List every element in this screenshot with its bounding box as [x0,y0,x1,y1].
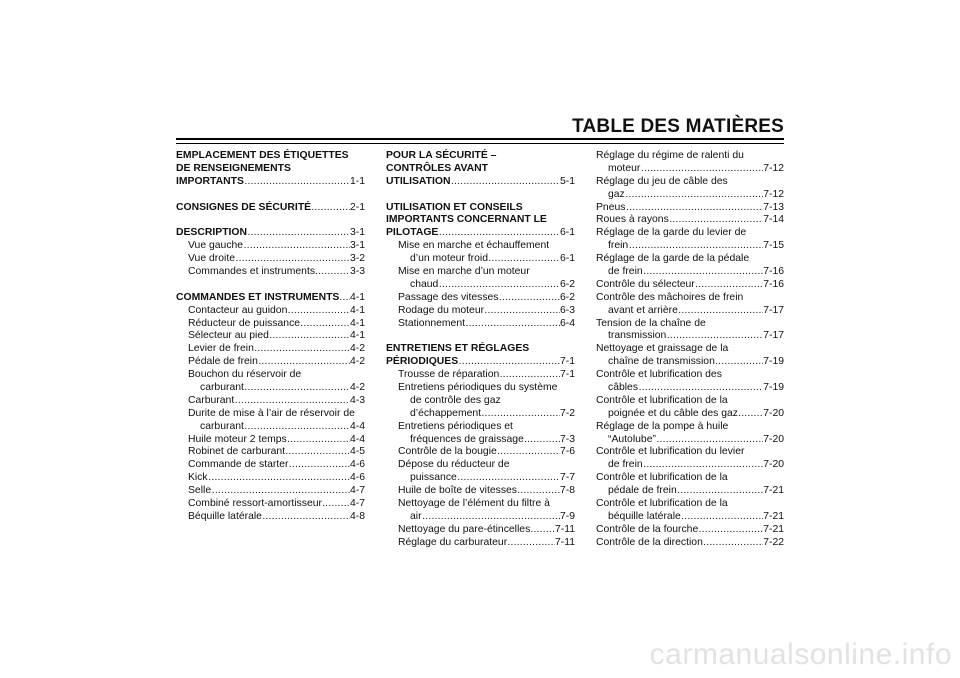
title-rule-thin [176,143,784,144]
toc-leader-dots [681,511,763,524]
toc-entry-title: Nettoyage du pare-étincelles [398,523,531,535]
toc-section-line [176,292,365,305]
toc-entry-title: gaz [608,188,625,200]
toc-column-3 [596,150,784,550]
toc-entry-line [176,485,365,498]
toc-page-number: 4-1 [349,291,365,303]
toc-entry-title: d’un moteur froid [410,253,488,265]
toc-page-number: 6-2 [559,291,575,303]
toc-page-number: 7-17 [763,330,784,342]
toc-entry-line [386,446,575,459]
toc-entry-title: Huile de boîte de vitesses [398,485,517,497]
toc-page-number: 7-11 [554,523,575,535]
toc-leader-dots [208,472,350,485]
toc-entry-title: chaud [410,278,439,290]
toc-entry-line [386,421,575,434]
toc-leader-dots [459,356,560,369]
toc-section-title: DE RENSEIGNEMENTS [176,162,291,174]
toc-entry-line [596,266,784,279]
toc-entry-line [176,369,365,382]
toc-page-number: 5-1 [559,175,575,187]
toc-leader-dots [530,524,555,537]
toc-entry-title: Bouchon du réservoir de [188,369,302,381]
toc-entry-line [596,434,784,447]
toc-page-number: 4-7 [349,498,365,510]
toc-section-line [176,202,365,215]
toc-leader-dots [269,330,350,343]
toc-entry-line [596,176,784,189]
toc-page-number: 3-1 [349,227,365,239]
toc-leader-dots [262,511,350,524]
toc-leader-dots [517,485,560,498]
toc-entry-line [176,253,365,266]
toc-entry-title: Selle [188,485,212,497]
toc-entry-title: Vue droite [188,253,235,265]
toc-entry-line [176,395,365,408]
toc-leader-dots [235,395,350,408]
toc-leader-dots [451,176,560,189]
toc-entry-title: Contrôle de la bougie [398,446,497,458]
toc-leader-dots [497,446,560,459]
toc-section-line [386,176,575,189]
toc-entry-line [176,305,365,318]
toc-entry-title: Béquille latérale [188,510,262,522]
toc-entry-line [386,511,575,524]
toc-entry-title: Kick [188,472,208,484]
toc-entry-title: Contrôle du sélecteur [596,278,695,290]
toc-entry-line [386,498,575,511]
toc-entry-line [596,279,784,292]
toc-entry-title: Réglage de la garde de la pédale [596,253,750,265]
toc-page-number: 3-2 [349,253,365,265]
toc-page-number: 4-2 [349,343,365,355]
toc-entry-title: Entretiens périodiques et [398,420,513,432]
toc-gap [176,279,365,292]
toc-entry-line [176,498,365,511]
toc-leader-dots [311,202,350,215]
toc-leader-dots [465,318,560,331]
toc-section-title: EMPLACEMENT DES ÉTIQUETTES [176,150,349,161]
toc-page-number: 7-2 [559,407,575,419]
toc-gap [176,214,365,227]
toc-entry-title: Vue gauche [188,240,244,252]
toc-entry-line [596,395,784,408]
toc-entry-title: Réglage du carburateur [398,536,508,548]
toc-leader-dots [715,356,763,369]
toc-entry-line [176,266,365,279]
toc-entry-line [596,343,784,356]
toc-leader-dots [285,446,350,459]
toc-leader-dots [699,524,764,537]
toc-leader-dots [678,305,763,318]
toc-entry-title: Réglage de la pompe à huile [596,420,729,432]
toc-entry-title: Carburant [188,394,235,406]
toc-section-line [386,356,575,369]
toc-section-title: PILOTAGE [386,227,439,239]
toc-gap [386,189,575,202]
toc-page-number: 7-3 [559,433,575,445]
toc-page-number: 7-14 [763,214,784,226]
toc-entry-title: Passage des vitesses [398,291,499,303]
toc-page-number: 4-6 [349,472,365,484]
toc-entry-line [596,459,784,472]
toc-entry-line [596,227,784,240]
toc-entry-line [386,369,575,382]
toc-page-number: 3-3 [349,266,365,278]
toc-entry-title: câbles [608,382,639,394]
toc-entry-line [176,446,365,459]
toc-section-line [176,150,365,163]
toc-entry-title: chaîne de transmission [608,356,715,368]
toc-page-number: 7-21 [763,523,784,535]
toc-leader-dots [677,485,763,498]
toc-entry-line [596,421,784,434]
toc-leader-dots [667,330,763,343]
toc-leader-dots [318,266,350,279]
toc-leader-dots [703,537,763,550]
toc-entry-line [386,485,575,498]
toc-section-title: COMMANDES ET INSTRUMENTS [176,291,340,303]
toc-entry-line [386,305,575,318]
toc-column-1 [176,150,365,524]
toc-entry-title: Contrôle et lubrification de la [596,394,728,406]
toc-section-title: ENTRETIENS ET RÉGLAGES [386,343,530,355]
toc-leader-dots [422,511,560,524]
toc-entry-title: air [410,510,422,522]
toc-page-number: 4-1 [349,330,365,342]
toc-section-line [386,343,575,356]
toc-entry-title: Robinet de carburant [188,446,286,458]
toc-entry-title: carburant [200,420,244,432]
toc-entry-title: de contrôle des gaz [410,394,501,406]
toc-entry-line [596,330,784,343]
toc-leader-dots [695,279,763,292]
toc-entry-line [596,163,784,176]
toc-leader-dots [625,189,763,202]
toc-leader-dots [643,459,763,472]
toc-entry-line [596,253,784,266]
toc-entry-title: Contrôle et lubrification de la [596,472,728,484]
toc-entry-title: Roues à rayons [596,214,669,226]
toc-page-number: 7-20 [763,407,784,419]
toc-leader-dots [254,343,350,356]
toc-leader-dots [457,472,560,485]
toc-entry-line [176,240,365,253]
toc-page-number: 4-5 [349,446,365,458]
toc-entry-line [176,459,365,472]
toc-entry-line [176,408,365,421]
toc-leader-dots [641,163,763,176]
toc-page-number: 4-6 [349,459,365,471]
toc-entry-line [596,498,784,511]
toc-entry-title: Contacteur au guidon [188,304,288,316]
toc-entry-line [386,292,575,305]
toc-page-number: 7-1 [559,369,575,381]
toc-entry-line [596,472,784,485]
toc-entry-title: Mise en marche et échauffement [398,240,550,252]
toc-page-number: 4-2 [349,382,365,394]
toc-leader-dots [300,318,350,331]
title-rule-thick [176,138,784,140]
toc-entry-line [386,318,575,331]
toc-entry-line [596,202,784,215]
toc-entry-line [386,240,575,253]
toc-page-number: 7-13 [763,201,784,213]
toc-page-number: 7-19 [763,356,784,368]
toc-entry-title: Commandes et instruments. [188,266,318,278]
toc-entry-title: Contrôle des mâchoires de frein [596,291,744,303]
toc-entry-title: Durite de mise à l’air de réservoir de [188,407,355,419]
toc-leader-dots [244,421,350,434]
toc-entry-line [176,434,365,447]
toc-gap [176,189,365,202]
toc-leader-dots [738,408,763,421]
toc-entry-line [596,524,784,537]
toc-page-number: 4-1 [349,317,365,329]
toc-entry-line [386,459,575,472]
toc-entry-title: Combiné ressort-amortisseur [188,498,322,510]
toc-page-number: 7-7 [559,472,575,484]
toc-entry-line [386,395,575,408]
toc-leader-dots [488,253,560,266]
toc-entry-title: Rodage du moteur [398,304,485,316]
toc-entry-line [596,537,784,550]
toc-entry-title: Huile moteur 2 temps [188,433,287,445]
toc-leader-dots [247,227,349,240]
toc-page-number: 6-2 [559,278,575,290]
toc-entry-line [596,240,784,253]
toc-section-line [386,202,575,215]
watermark: carmanualsonline.info [649,638,952,671]
toc-entry-title: Contrôle et lubrification des [596,369,722,381]
toc-page-number: 7-8 [559,485,575,497]
toc-entry-line [596,305,784,318]
toc-page-number: 3-1 [349,240,365,252]
toc-leader-dots [287,434,350,447]
toc-gap [386,330,575,343]
toc-entry-line [386,382,575,395]
toc-leader-dots [289,459,350,472]
toc-entry-title: Mise en marche d’un moteur [398,266,530,278]
toc-section-line [176,176,365,189]
toc-column-2 [386,150,575,550]
toc-page-number: 7-9 [559,510,575,522]
toc-entry-line [386,472,575,485]
toc-entry-title: Contrôle de la fourche [596,523,699,535]
toc-entry-title: Commande de starter [188,459,289,471]
toc-section-line [386,227,575,240]
toc-entry-line [386,253,575,266]
toc-entry-line [176,511,365,524]
toc-entry-title: carburant [200,382,244,394]
toc-page-number: 7-20 [763,459,784,471]
toc-section-line [176,163,365,176]
toc-entry-line [596,292,784,305]
toc-section-title: UTILISATION [386,175,451,187]
toc-entry-title: puissance [410,472,457,484]
toc-page-number: 7-20 [763,433,784,445]
toc-entry-line [176,472,365,485]
toc-leader-dots [288,305,350,318]
toc-leader-dots [626,202,763,215]
toc-leader-dots [236,253,350,266]
toc-section-title: IMPORTANTS [176,175,244,187]
toc-leader-dots [669,214,763,227]
toc-entry-title: Réducteur de puissance [188,317,301,329]
toc-leader-dots [507,537,555,550]
toc-page-number: 7-15 [763,240,784,252]
toc-page-number: 7-12 [763,162,784,174]
toc-leader-dots [484,305,560,318]
toc-entry-title: Réglage du régime de ralenti du [596,150,744,161]
toc-leader-dots [339,292,350,305]
toc-leader-dots [244,382,350,395]
toc-page-number: 7-21 [763,510,784,522]
toc-page-number: 7-19 [763,382,784,394]
toc-entry-title: Pneus [596,201,626,213]
toc-entry-title: Sélecteur au pied [188,330,269,342]
toc-page-number: 7-16 [763,278,784,290]
toc-page-number: 7-17 [763,304,784,316]
toc-entry-line [176,318,365,331]
toc-section-line [386,150,575,163]
toc-entry-title: Tension de la chaîne de [596,317,706,329]
toc-section-title: CONTRÔLES AVANT [386,162,488,174]
toc-entry-line [176,330,365,343]
toc-leader-dots [639,382,764,395]
toc-entry-title: Pédale de frein [188,356,258,368]
toc-entry-title: poignée et du câble des gaz [608,407,738,419]
toc-entry-title: Entretiens périodiques du système [398,382,558,394]
toc-section-title: PÉRIODIQUES [386,356,459,368]
toc-entry-title: Dépose du réducteur de [398,459,510,471]
toc-page-number: 4-7 [349,485,365,497]
page-title: TABLE DES MATIÈRES [572,116,784,137]
toc-page-number: 4-4 [349,433,365,445]
toc-entry-line [596,356,784,369]
toc-leader-dots [643,266,763,279]
toc-entry-title: Nettoyage et graissage de la [596,343,729,355]
toc-entry-line [176,343,365,356]
toc-page-number: 7-6 [559,446,575,458]
toc-entry-title: Réglage du jeu de câble des [596,175,728,187]
toc-leader-dots [212,485,350,498]
toc-leader-dots [524,434,560,447]
toc-page-number: 6-1 [559,253,575,265]
toc-entry-title: frein [608,240,629,252]
toc-leader-dots [499,292,560,305]
toc-page-number: 4-3 [349,394,365,406]
toc-entry-title: Contrôle et lubrification de la [596,498,728,510]
toc-section-line [176,227,365,240]
toc-entry-line [386,524,575,537]
toc-entry-title: de frein [608,459,643,471]
toc-entry-line [176,356,365,369]
toc-entry-title: Réglage de la garde du levier de [596,227,747,239]
toc-leader-dots [656,434,763,447]
toc-entry-line [386,279,575,292]
toc-section-title: DESCRIPTION [176,227,248,239]
toc-entry-title: Contrôle et lubrification du levier [596,446,745,458]
toc-page-number: 7-16 [763,266,784,278]
toc-page-number: 7-1 [559,356,575,368]
toc-entry-title: Stationnement [398,317,466,329]
toc-leader-dots [439,227,560,240]
toc-section-line [386,163,575,176]
toc-entry-title: d’échappement [410,407,482,419]
toc-entry-title: de frein [608,266,643,278]
toc-entry-line [176,382,365,395]
toc-entry-line [596,382,784,395]
toc-page-number: 7-12 [763,188,784,200]
toc-entry-title: Levier de frein [188,343,254,355]
toc-section-title: IMPORTANTS CONCERNANT LE [386,214,547,226]
toc-leader-dots [500,369,560,382]
toc-section-title: CONSIGNES DE SÉCURITÉ [176,201,312,213]
toc-entry-line [596,485,784,498]
toc-entry-line [596,189,784,202]
toc-entry-line [596,214,784,227]
toc-page-number: 7-11 [554,536,575,548]
toc-page-number: 4-8 [349,510,365,522]
toc-leader-dots [244,176,350,189]
toc-section-line [386,214,575,227]
toc-entry-title: “Autolube” [608,433,656,445]
toc-entry-line [596,318,784,331]
toc-entry-title: Nettoyage de l’élément du filtre à [398,498,550,510]
toc-page-number: 7-21 [763,485,784,497]
toc-leader-dots [322,498,350,511]
toc-entry-line [596,150,784,163]
toc-page-number: 1-1 [349,175,365,187]
toc-leader-dots [244,240,350,253]
toc-page-number: 7-22 [763,536,784,548]
toc-entry-line [596,369,784,382]
toc-entry-title: moteur [608,162,641,174]
toc-entry-title: Contrôle de la direction [596,536,703,548]
toc-leader-dots [258,356,350,369]
toc-entry-line [386,408,575,421]
toc-leader-dots [481,408,560,421]
toc-entry-line [386,434,575,447]
toc-page-number: 6-3 [559,304,575,316]
toc-page-number: 2-1 [349,201,365,213]
toc-entry-line [176,421,365,434]
toc-section-title: UTILISATION ET CONSEILS [386,201,523,213]
toc-entry-line [596,408,784,421]
toc-entry-line [596,446,784,459]
toc-entry-title: Trousse de réparation [398,369,500,381]
toc-entry-title: béquille latérale [608,510,681,522]
toc-entry-title: transmission [608,330,667,342]
toc-entry-line [386,537,575,550]
toc-entry-line [386,266,575,279]
toc-entry-title: pédale de frein [608,485,677,497]
toc-leader-dots [629,240,763,253]
toc-entry-title: avant et arrière [608,304,678,316]
toc-page-number: 4-1 [349,304,365,316]
toc-section-title: POUR LA SÉCURITÉ – [386,150,497,161]
toc-entry-title: fréquences de graissage [410,433,524,445]
toc-page-number: 6-1 [559,227,575,239]
toc-leader-dots [439,279,560,292]
toc-page-number: 4-4 [349,420,365,432]
toc-page-number: 4-2 [349,356,365,368]
toc-entry-line [596,511,784,524]
toc-page-number: 6-4 [559,317,575,329]
